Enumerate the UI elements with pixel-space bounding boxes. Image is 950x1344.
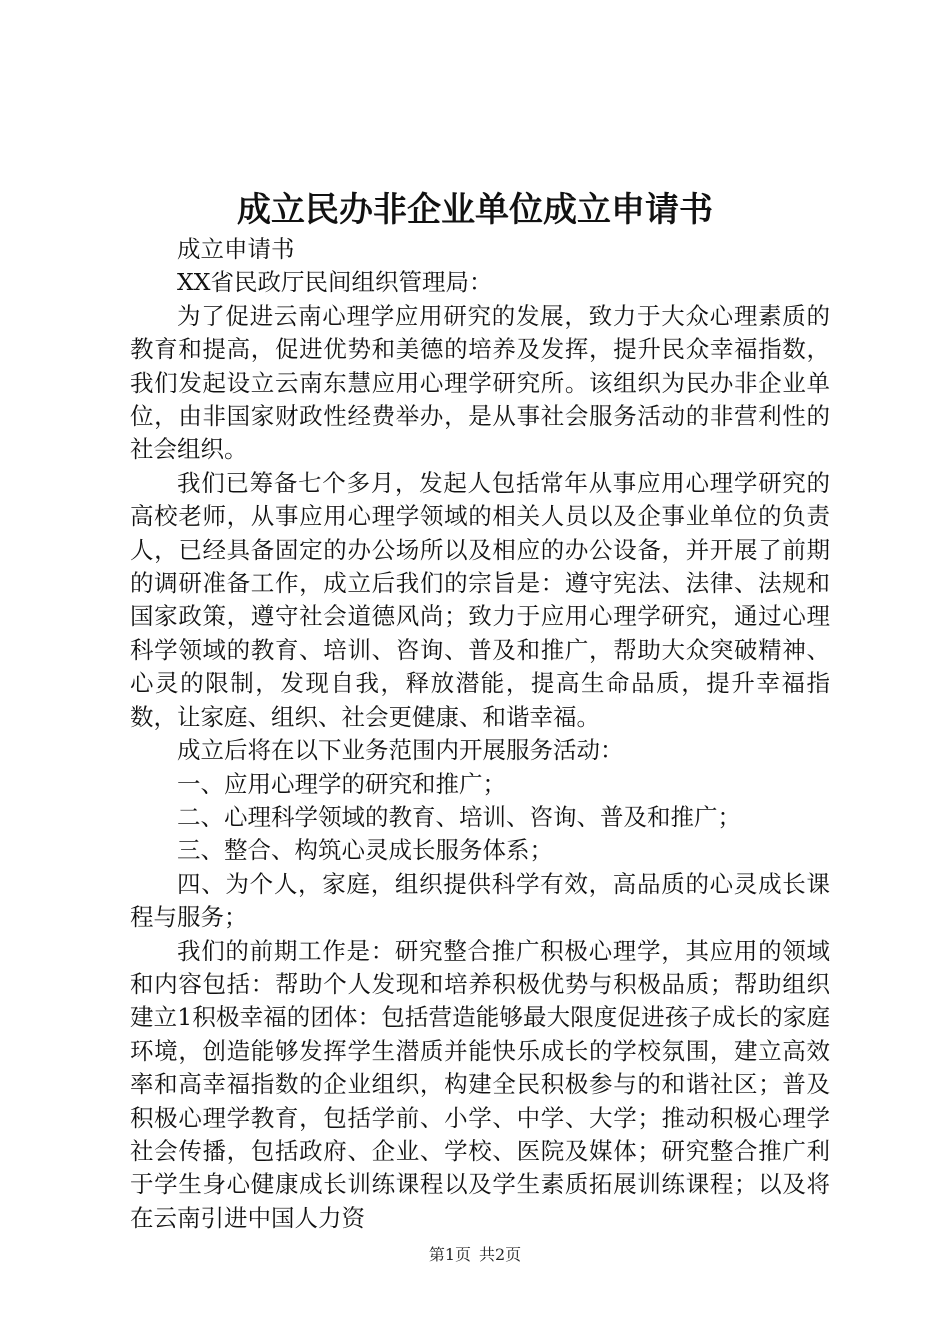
page-footer <box>0 1242 950 1265</box>
list-item: 一、应用心理学的研究和推广； <box>177 769 506 798</box>
list-item: 三、整合、构筑心灵成长服务体系； <box>177 836 553 865</box>
list-item: 四、为个人，家庭，组织提供科学有效，高品质的心灵成长课程与服务； <box>130 869 830 932</box>
paragraph-heading: 成立申请书 <box>177 235 295 263</box>
page-number-current: 第1页 <box>428 1245 471 1264</box>
paragraph: 我们的前期工作是：研究整合推广积极心理学，其应用的领域和内容包括：帮助个人发现和培养积极优势与积极品质；帮助组织建立1积极幸福的团体：包括营造能够最大限度促进孩子成长的家庭环境，创造能够发挥学生潜质并能快乐成长的学校氛围，建立高效率和高幸福指数的企业组织，构建全民积极参与的和谐社区；普及积极心理学教育，包括学前、小学、中学、大学；推动积极心理学社会传播，包括政府、企业、学校、医院及媒体；研究整合推广利于学生身心健康成长训练课程以及学生素质拓展训练课程；以及将在云南引进中国人力资 <box>130 936 830 1232</box>
list-item: 二、心理科学领域的教育、培训、咨询、普及和推广； <box>177 802 741 831</box>
document-title: 成立民办非企业单位成立申请书 <box>237 190 713 230</box>
paragraph-addressee: XX省民政厅民间组织管理局： <box>177 268 493 297</box>
document-body <box>130 233 830 1235</box>
paragraph: 为了促进云南心理学应用研究的发展，致力于大众心理素质的教育和提高，促进优势和美德的培养及发挥，提升民众幸福指数，我们发起设立云南东慧应用心理学研究所。该组织为民办非企业单位，由非国家财政性经费举办，是从事社会服务活动的非营利性的社会组织。 <box>130 301 830 464</box>
paragraph: 我们已筹备七个多月，发起人包括常年从事应用心理学研究的高校老师，从事应用心理学领域的相关人员以及企事业单位的负责人，已经具备固定的办公场所以及相应的办公设备，并开展了前期的调研准备工作，成立后我们的宗旨是：遵守宪法、法律、法规和国家政策，遵守社会道德风尚；致力于应用心理学研究，通过心理科学领域的教育、培训、咨询、普及和推广，帮助大众突破精神、心灵的限制，发现自我，释放潜能，提高生命品质，提升幸福指数，让家庭、组织、社会更健康、和谐幸福。 <box>130 468 830 731</box>
paragraph: 成立后将在以下业务范围内开展服务活动： <box>177 736 624 765</box>
page-number-total: 共2页 <box>479 1245 522 1264</box>
